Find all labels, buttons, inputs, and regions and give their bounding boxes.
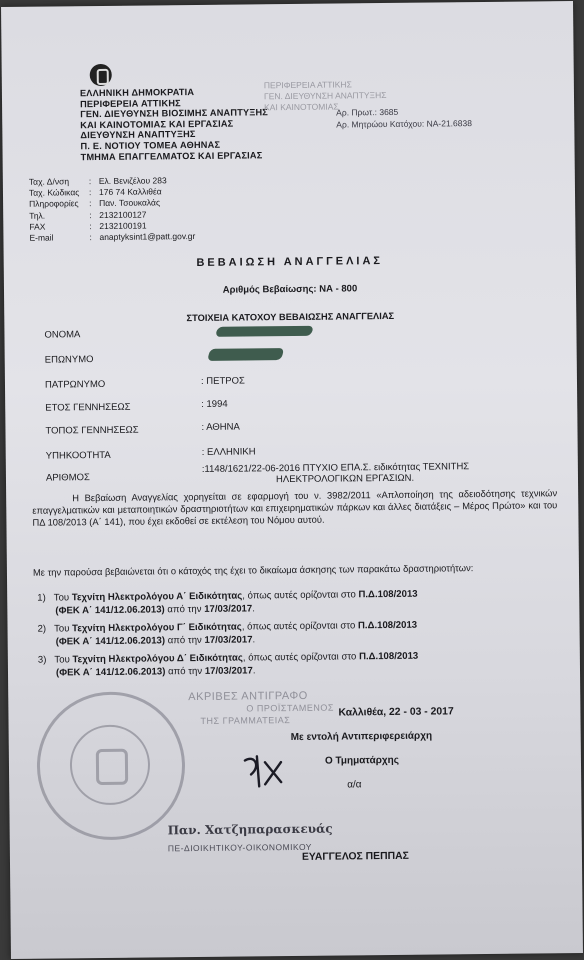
rights-paragraph: [33, 561, 558, 578]
copy-stamp: [188, 690, 334, 728]
clerk-title: ΠΕ-ΔΙΟΙΚΗΤΙΚΟΥ-ΟΙΚΟΝΟΜΙΚΟΥ: [167, 841, 312, 854]
field-label-ypikootita: ΥΠΗΚΟΟΤΗΤΑ: [45, 449, 111, 462]
greek-emblem-icon: [90, 64, 112, 86]
copy-stamp-line: Ο ΠΡΟΪΣΤΑΜΕΝΟΣ: [246, 702, 334, 714]
field-label-eponymo: ΕΠΩΝΥΜΟ: [44, 354, 94, 366]
field-label-patronymo: ΠΑΤΡΩΝΥΜΟ: [44, 378, 106, 391]
field-label-topos: ΤΟΠΟΣ ΓΕΝΝΗΣΕΩΣ: [45, 424, 139, 437]
list-item: 3) Του Τεχνίτη Ηλεκτρολόγου Δ΄ Ειδικότητας, όπως αυτές ορίζονται στο Π.Δ.108/2013 (ΦΕΚ Α΄ 141/12.06.2013) από την 17/03/2017.: [37, 651, 419, 679]
contact-value: Παν. Τσουκαλάς: [99, 197, 161, 209]
contact-label: FAX: [29, 221, 46, 232]
contact-row: Ταχ. Δ/νση : Ελ. Βενιζέλου 283: [28, 175, 167, 187]
official-seal-icon: [36, 691, 186, 841]
header-line: ΚΑΙ ΚΑΙΝΟΤΟΜΙΑΣ ΚΑΙ ΕΡΓΑΣΙΑΣ: [80, 118, 234, 130]
field-value-topos: : ΑΘΗΝΑ: [201, 421, 240, 433]
signature-role: Ο Τμηματάρχης: [324, 754, 399, 767]
faint-line: ΓΕΝ. ΔΙΕΥΘΥΝΣΗ ΑΝΑΠΤΥΞΗΣ: [263, 89, 387, 102]
contact-value: Ελ. Βενιζέλου 283: [98, 175, 167, 187]
signatory-name: ΕΥΑΓΓΕΛΟΣ ΠΕΠΠΑΣ: [301, 850, 409, 863]
contact-label: Ταχ. Δ/νση: [28, 176, 70, 187]
contact-row: Ταχ. Κώδικας : 176 74 Καλλιθέα: [28, 186, 162, 198]
contact-value: 2132100127: [99, 209, 147, 220]
header-line: ΓΕΝ. ΔΙΕΥΘΥΝΣΗ ΒΙΟΣΙΜΗΣ ΑΝΑΠΤΥΞΗΣ: [80, 107, 269, 120]
handwritten-signature-icon: [241, 752, 291, 791]
faint-line: ΠΕΡΙΦΕΡΕΙΑ ΑΤΤΙΚΗΣ: [263, 79, 352, 91]
certificate-page: [1, 1, 583, 959]
issuer-header: [80, 86, 269, 162]
protocol-number: Αρ. Πρωτ.: 3685: [336, 106, 399, 118]
copy-stamp-line: ΤΗΣ ΓΡΑΜΜΑΤΕΙΑΣ: [200, 715, 291, 726]
contact-label: Ταχ. Κώδικας: [28, 187, 80, 198]
protocol-block: [336, 106, 472, 130]
header-line: ΔΙΕΥΘΥΝΣΗ ΑΝΑΠΤΥΞΗΣ: [80, 129, 196, 141]
contact-row: E-mail : anaptyksint1@patt.gov.gr: [29, 231, 196, 243]
rights-intro: Με την παρούσα βεβαιώνεται ότι ο κάτοχός της έχει το δικαίωμα άσκησης των παρακάτω δραστηριοτήτων:: [32, 562, 474, 578]
contact-label: E-mail: [29, 232, 54, 243]
field-value-ypikootita: : ΕΛΛΗΝΙΚΗ: [201, 446, 256, 458]
field-value-patronymo: : ΠΕΤΡΟΣ: [200, 375, 245, 387]
contact-row: Τηλ. : 2132100127: [29, 209, 147, 221]
field-value-arithmos: [202, 460, 554, 486]
place-date: Καλλιθέα, 22 - 03 - 2017: [338, 706, 454, 719]
field-label-onoma: ΟΝΟΜΑ: [44, 329, 81, 341]
header-line: ΠΕΡΙΦΕΡΕΙΑ ΑΤΤΙΚΗΣ: [79, 97, 181, 109]
header-line: Π. Ε. ΝΟΤΙΟΥ ΤΟΜΕΑ ΑΘΗΝΑΣ: [80, 139, 221, 152]
list-item: 2) Του Τεχνίτη Ηλεκτρολόγου Γ΄ Ειδικότητας, όπως αυτές ορίζονται στο Π.Δ.108/2013 (ΦΕΚ Α΄ 141/12.06.2013) από την 17/03/2017.: [37, 619, 418, 648]
copy-stamp-line: ΑΚΡΙΒΕΣ ΑΝΤΙΓΡΑΦΟ: [188, 689, 308, 704]
registry-number: Αρ. Μητρώου Κατόχου: ΝΑ-21.6838: [336, 117, 472, 130]
contact-block: [29, 175, 196, 244]
contact-row: FAX : 2132100191: [29, 220, 147, 232]
arithmos-line: :1148/1621/22-06-2016 ΠΤΥΧΙΟ ΕΠΑ.Σ. ειδικότητας ΤΕΧΝΙΤΗΣ: [201, 461, 470, 475]
contact-value: 2132100191: [99, 220, 147, 231]
contact-email[interactable]: anaptyksint1@patt.gov.gr: [99, 231, 196, 243]
field-value-etos: : 1994: [201, 398, 228, 410]
document-title: ΒΕΒΑΙΩΣΗ ΑΝΑΓΓΕΛΙΑΣ: [196, 255, 384, 269]
faint-line: ΚΑΙ ΚΑΙΝΟΤΟΜΙΑΣ: [264, 101, 339, 113]
list-item: 1) Του Τεχνίτη Ηλεκτρολόγου Α΄ Ειδικότητας, όπως αυτές ορίζονται στο Π.Δ.108/2013 (ΦΕΚ Α΄ 141/12.06.2013) από την 17/03/2017.: [37, 588, 418, 617]
header-line: ΤΜΗΜΑ ΕΠΑΓΓΕΛΜΑΤΟΣ ΚΑΙ ΕΡΓΑΣΙΑΣ: [80, 149, 263, 162]
field-label-etos: ΕΤΟΣ ΓΕΝΝΗΣΕΩΣ: [45, 401, 131, 414]
contact-label: Πληροφορίες: [29, 198, 79, 210]
contact-value: 176 74 Καλλιθέα: [98, 186, 162, 198]
signature-aa: α/α: [347, 779, 362, 791]
header-line: ΕΛΛΗΝΙΚΗ ΔΗΜΟΚΡΑΤΙΑ: [79, 87, 195, 99]
activities-list: [37, 587, 558, 680]
contact-row: Πληροφορίες : Παν. Τσουκαλάς: [29, 197, 161, 210]
arithmos-line: ΗΛΕΚΤΡΟΛΟΓΙΚΩΝ ΕΡΓΑΣΙΩΝ.: [275, 472, 415, 486]
clerk-name: Παν. Χατζηπαρασκευάς: [167, 821, 333, 838]
redacted-first-name: [215, 326, 314, 337]
field-label-arithmos: ΑΡΙΘΜΟΣ: [45, 472, 90, 484]
contact-label: Τηλ.: [29, 210, 46, 221]
signature-order: Με εντολή Αντιπεριφερειάρχη: [290, 730, 433, 744]
certificate-number: Αριθμός Βεβαίωσης: ΝΑ - 800: [222, 283, 358, 296]
holder-heading: ΣΤΟΙΧΕΙΑ ΚΑΤΟΧΟΥ ΒΕΒΑΙΩΣΗΣ ΑΝΑΓΓΕΛΙΑΣ: [186, 310, 395, 324]
redacted-surname: [207, 348, 284, 361]
legal-basis-paragraph: Η Βεβαίωση Αναγγελίας χορηγείται σε εφαρμογή του ν. 3982/2011 «Απλοποίηση της αδειοδότησης τεχνικών επαγγελματικών και μεταποιητικών δραστηριοτήτων και επιχειρηματικών πάρκων και άλλες διατάξεις – Μέρος Πρώτο» και του ΠΔ 108/2013 (Α΄ 141), που έχει εκδοθεί σε εκτέλεση του Νόμου αυτού.: [32, 487, 558, 528]
